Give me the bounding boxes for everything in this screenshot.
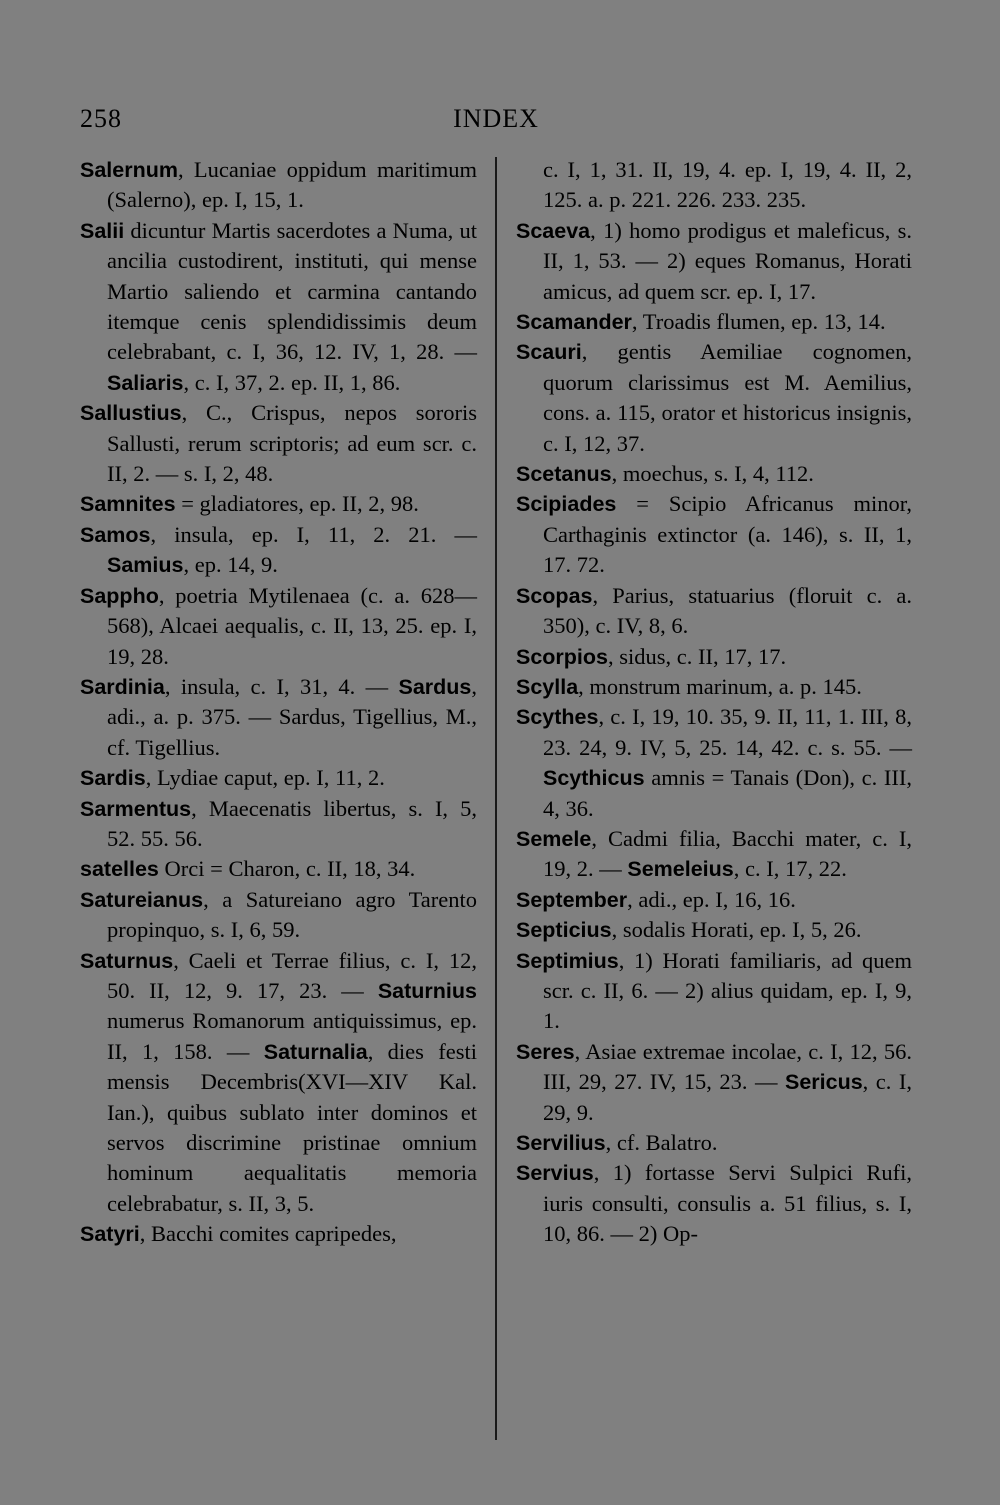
entry-text: = gladiatores, ep. II, 2, 98. (175, 491, 419, 517)
entry-headword: Sallustius (80, 401, 182, 426)
entry-subheadword: Semeleius (627, 857, 734, 882)
entry-headword: Scaeva (516, 218, 591, 243)
entry-text: , a Satureiano agro Tarento propinquo, s. I, 6, 59. (107, 886, 477, 943)
entry-headword: Samnites (80, 492, 176, 517)
entry-subheadword: Sericus (784, 1070, 863, 1095)
entry-headword: Servilius (516, 1131, 606, 1155)
entry-text: , sidus, c. II, 17, 17. (608, 643, 787, 669)
entry-headword: Servius (516, 1161, 594, 1186)
entry-text: dicuntur Martis sacerdotes a Numa, ut ancilia custodirent, instituti, qui mense Martio saliendo et carmina cantando itemque cenis splendidissimis deum celebrabant, c. I, 36, 12. IV, 1, 28. — (107, 217, 477, 365)
entry-headword: Scamander (516, 310, 632, 335)
entry-headword: Scorpios (516, 644, 608, 669)
index-entry (80, 1219, 477, 1249)
index-entry (516, 337, 912, 459)
index-entry (516, 1158, 912, 1249)
entry-headword: Sardinia (80, 674, 165, 699)
entry-headword: Scythes (516, 705, 599, 730)
entry-headword: Scetanus (516, 462, 612, 487)
index-entry (516, 307, 912, 337)
entry-headword: Salii (80, 218, 125, 243)
entry-subheadword: Saturnius (377, 978, 477, 1003)
entry-text: , adi., a. p. 375. — Sardus, Tigellius, M., cf. Tigellius. (107, 673, 477, 760)
entry-text: , Bacchi comites capripedes, (139, 1221, 397, 1247)
entry-text: , Lucaniae oppidum maritimum (Salerno), ep. I, 15, 1. (107, 157, 477, 213)
index-entry (80, 672, 477, 763)
entry-text: , Parius, statuarius (floruit c. a. 350), c. IV, 8, 6. (543, 582, 912, 639)
index-entry (516, 915, 912, 945)
index-entry (516, 581, 912, 642)
index-entry (516, 216, 912, 307)
entry-headword: Semele (516, 826, 592, 851)
index-entry (516, 489, 912, 580)
entry-text: , Caeli et Terrae filius, c. I, 12, 50. II, 12, 9. 17, 23. — (107, 947, 477, 1003)
entry-text: , 1) homo prodigus et maleficus, s. II, 1, 53. — 2) eques Romanus, Horati amicus, ad quem scr. ep. I, 17. (543, 217, 912, 304)
entry-subheadword: Samius (107, 553, 184, 578)
running-head: INDEX (453, 104, 539, 133)
entry-headword: Satureianus (80, 887, 204, 912)
entry-text: numerus Romanorum antiquissimus, ep. II, 1, 158. — (107, 1008, 477, 1064)
entry-subheadword: Saturnalia (263, 1039, 368, 1064)
entry-text: amnis = Tanais (Don), c. III, 4, 36. (543, 765, 912, 821)
entry-text: = Scipio Africanus minor, Carthaginis extinctor (a. 146), s. II, 1, 17. 72. (543, 491, 912, 578)
index-entry (516, 946, 912, 1037)
entry-headword: September (516, 887, 628, 912)
entry-text: , c. I, 17, 22. (733, 856, 847, 882)
entry-headword: Samos (80, 522, 151, 547)
entry-headword: Sardis (80, 766, 146, 791)
page-header (80, 104, 912, 144)
entry-text: , Troadis flumen, ep. 13, 14. (631, 309, 886, 335)
entry-text: , Cadmi filia, Bacchi mater, c. I, 19, 2. — (543, 825, 912, 882)
entry-text: , Asiae extremae incolae, c. I, 12, 56. III, 29, 27. IV, 15, 23. — (543, 1038, 912, 1095)
index-entry (516, 1128, 912, 1158)
index-entry (80, 398, 477, 489)
entry-headword: Sarmentus (80, 796, 192, 821)
entry-text: Orci = Charon, c. II, 18, 34. (158, 856, 416, 882)
entry-text: , insula, c. I, 31, 4. — (164, 673, 399, 699)
index-entry (80, 794, 477, 855)
entry-text: , 1) fortasse Servi Sulpici Rufi, iuris consulti, consulis a. 51 filius, s. I, 10, 86. — 2) Op- (543, 1160, 912, 1247)
entry-headword: Scipiades (516, 492, 617, 517)
entry-headword: Septicius (516, 918, 612, 943)
index-entry (80, 489, 477, 519)
entry-headword: Scopas (516, 583, 593, 608)
index-entry (80, 581, 477, 672)
entry-headword: Saturnus (80, 948, 174, 973)
entry-text: , sodalis Horati, ep. I, 5, 26. (611, 917, 862, 943)
entry-headword: Scylla (516, 674, 579, 699)
entry-subheadword: Sardus (398, 674, 472, 699)
index-entry (516, 672, 912, 702)
index-entry (516, 702, 912, 824)
entry-subheadword: Scythicus (543, 766, 645, 791)
entry-text: , monstrum marinum, a. p. 145. (578, 673, 862, 699)
index-entry (516, 459, 912, 489)
entry-text: , Maecenatis libertus, s. I, 5, 52. 55. 56. (107, 795, 477, 851)
index-entry (80, 854, 477, 884)
index-entry (80, 520, 477, 581)
column-divider (495, 157, 497, 1440)
entry-text: , c. I, 29, 9. (543, 1069, 912, 1125)
entry-text: , gentis Aemiliae cognomen, quorum clarissimus est M. Aemilius, cons. a. 115, orator et historicus insignis, c. I, 12, 37. (543, 339, 912, 456)
entry-text: , Lydiae caput, ep. I, 11, 2. (145, 765, 385, 791)
entry-subheadword: Saliaris (107, 370, 184, 395)
entry-text: , 1) Horati familiaris, ad quem scr. c. II, 6. — 2) alius quidam, ep. I, 9, 1. (543, 947, 912, 1034)
entry-headword: Seres (516, 1039, 575, 1064)
entry-headword: Sappho (80, 583, 159, 608)
index-entry (80, 763, 477, 793)
page-number: 258 (80, 104, 122, 133)
index-entry (80, 216, 477, 398)
index-entry (516, 1037, 912, 1128)
index-entry (516, 885, 912, 915)
entry-text: , c. I, 19, 10. 35, 9. II, 11, 1. III, 8, 23. 24, 9. IV, 5, 25. 14, 42. c. s. 55. — (543, 704, 912, 760)
entry-headword: Salernum (80, 158, 178, 182)
entry-text: , cf. Balatro. (605, 1130, 718, 1155)
index-entry (80, 946, 477, 1220)
entry-text: , insula, ep. I, 11, 2. 21. — (150, 521, 477, 547)
entry-text: , C., Crispus, nepos sororis Sallusti, rerum scriptoris; ad eum scr. c. II, 2. — s. I, 2, 48. (107, 400, 477, 487)
index-column-left (80, 155, 477, 1250)
entry-text: , c. I, 37, 2. ep. II, 1, 86. (183, 369, 401, 395)
entry-headword: Satyri (80, 1222, 140, 1247)
entry-headword: Scauri (516, 340, 582, 365)
index-entry (516, 824, 912, 885)
entry-text: , adi., ep. I, 16, 16. (627, 886, 796, 912)
index-entry (516, 642, 912, 672)
entry-text: , ep. 14, 9. (183, 552, 278, 578)
index-entry-continuation: c. I, 1, 31. II, 19, 4. ep. I, 19, 4. II, 2, 125. a. p. 221. 226. 233. 235. (543, 157, 912, 213)
entry-text: , poetria Mytilenaea (c. a. 628—568), Alcaei aequalis, c. II, 13, 25. ep. I, 19, 28. (107, 582, 477, 669)
entry-text: , moechus, s. I, 4, 112. (611, 461, 814, 487)
entry-headword: Septimius (516, 948, 619, 973)
index-entry (80, 155, 477, 216)
entry-headword: satelles (80, 857, 159, 882)
entry-text: , dies festi mensis Decembris(XVI—XIV Kal. Ian.), quibus sublato inter dominos et servos discrimine pristinae omnium hominum aequalitatis memoria celebrabatur, s. II, 3, 5. (107, 1038, 477, 1216)
index-entry (80, 885, 477, 946)
index-column-right (516, 155, 912, 1250)
